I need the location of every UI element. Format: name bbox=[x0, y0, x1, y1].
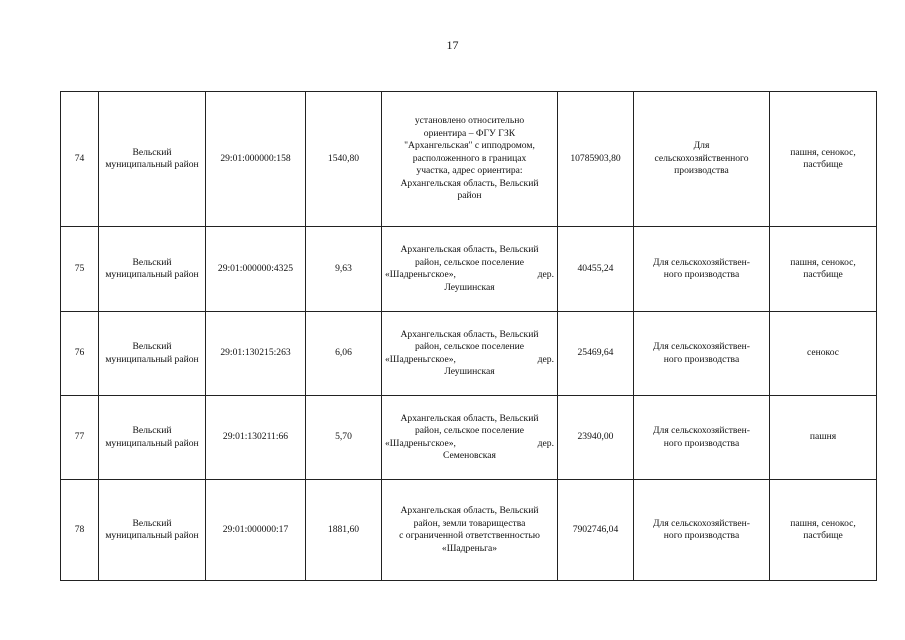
row-number: 76 bbox=[61, 312, 99, 396]
address-justified-line bbox=[385, 269, 554, 282]
address-line: район, сельское поселение bbox=[414, 256, 525, 268]
land-category-cell bbox=[634, 312, 770, 396]
area-cell: 5,70 bbox=[306, 396, 382, 480]
cadastral-number-cell: 29:01:000000:17 bbox=[206, 480, 306, 581]
page-number: 17 bbox=[446, 38, 459, 52]
address-village-abbrev: дер. bbox=[537, 353, 554, 365]
address-cell bbox=[382, 396, 558, 480]
address-line: Семеновская bbox=[443, 450, 496, 461]
category-line: Для сельскохозяйствен- bbox=[652, 517, 750, 529]
address-settlement: «Шадреньгское», bbox=[385, 353, 456, 365]
area-cell: 1881,60 bbox=[306, 480, 382, 581]
category-line: Для bbox=[693, 140, 710, 152]
address-line: Архангельская область, Вельский bbox=[400, 328, 539, 340]
table-row bbox=[61, 396, 877, 480]
address-line: участка, адрес ориентира: bbox=[416, 165, 523, 177]
row-number: 75 bbox=[61, 227, 99, 312]
address-line: район, сельское поселение bbox=[414, 341, 525, 352]
address-settlement: «Шадреньгское», bbox=[385, 437, 456, 449]
address-village-abbrev: дер. bbox=[537, 269, 554, 280]
table-row bbox=[61, 312, 877, 396]
address-line: район, сельское поселение bbox=[414, 425, 525, 436]
district-cell: Вельский муниципальный район bbox=[99, 227, 206, 312]
row-number: 78 bbox=[61, 480, 99, 581]
address-cell bbox=[382, 227, 558, 312]
table-row bbox=[61, 480, 877, 581]
row-number: 77 bbox=[61, 396, 99, 480]
land-category-cell bbox=[634, 480, 770, 581]
address-line: район, земли товарищества bbox=[413, 517, 526, 529]
address-cell bbox=[382, 312, 558, 396]
category-line: Для сельскохозяйствен- bbox=[652, 256, 750, 268]
cadastral-cost-cell: 23940,00 bbox=[558, 396, 634, 480]
category-line: ного производства bbox=[663, 353, 740, 365]
category-line: сельскохозяйственного bbox=[654, 152, 749, 164]
address-line: с ограниченной ответственностью bbox=[399, 530, 540, 541]
cadastral-cost-cell: 25469,64 bbox=[558, 312, 634, 396]
category-line: ного производства bbox=[663, 530, 740, 541]
district-cell: Вельский муниципальный район bbox=[99, 480, 206, 581]
land-category-cell bbox=[634, 396, 770, 480]
land-registry-table bbox=[60, 91, 877, 581]
cadastral-number-cell: 29:01:130211:66 bbox=[206, 396, 306, 480]
category-line: ного производства bbox=[663, 437, 740, 449]
address-line: район bbox=[457, 190, 482, 202]
address-village-abbrev: дер. bbox=[537, 437, 554, 449]
address-line: расположенного в границах bbox=[412, 152, 527, 164]
area-cell: 1540,80 bbox=[306, 92, 382, 227]
address-line: Архангельская область, Вельский bbox=[400, 244, 539, 255]
category-line: производства bbox=[674, 165, 729, 177]
cadastral-cost-cell: 40455,24 bbox=[558, 227, 634, 312]
category-line: Для сельскохозяйствен- bbox=[652, 425, 750, 436]
address-justified-line bbox=[385, 438, 554, 451]
address-justified-line bbox=[385, 354, 554, 367]
category-line: Для сельскохозяйствен- bbox=[652, 341, 750, 352]
table-row bbox=[61, 227, 877, 312]
table-row bbox=[61, 92, 877, 227]
address-settlement: «Шадреньгское», bbox=[385, 269, 456, 280]
land-use-cell: сенокос bbox=[770, 312, 877, 396]
land-use-cell: пашня, сенокос, пастбище bbox=[770, 480, 877, 581]
address-line: Леушинская bbox=[444, 366, 495, 377]
address-line: ориентира – ФГУ ГЗК bbox=[423, 127, 516, 139]
address-line: Леушинская bbox=[444, 281, 495, 293]
address-line: Архангельская область, Вельский bbox=[400, 412, 539, 424]
cadastral-number-cell: 29:01:130215:263 bbox=[206, 312, 306, 396]
area-cell: 9,63 bbox=[306, 227, 382, 312]
cadastral-cost-cell: 7902746,04 bbox=[558, 480, 634, 581]
address-line: «Шадреньга» bbox=[441, 542, 498, 554]
cadastral-number-cell: 29:01:000000:4325 bbox=[206, 227, 306, 312]
row-number: 74 bbox=[61, 92, 99, 227]
category-line: ного производства bbox=[663, 269, 740, 280]
land-use-cell: пашня, сенокос, пастбище bbox=[770, 92, 877, 227]
district-cell: Вельский муниципальный район bbox=[99, 312, 206, 396]
address-line: Архангельская область, Вельский bbox=[400, 177, 539, 189]
area-cell: 6,06 bbox=[306, 312, 382, 396]
district-cell: Вельский муниципальный район bbox=[99, 92, 206, 227]
land-use-cell: пашня bbox=[770, 396, 877, 480]
cadastral-cost-cell: 10785903,80 bbox=[558, 92, 634, 227]
address-cell bbox=[382, 480, 558, 581]
address-line: Архангельская область, Вельский bbox=[400, 505, 539, 516]
land-use-cell: пашня, сенокос, пастбище bbox=[770, 227, 877, 312]
land-category-cell bbox=[634, 92, 770, 227]
district-cell: Вельский муниципальный район bbox=[99, 396, 206, 480]
address-line: установлено относительно bbox=[414, 115, 525, 127]
address-line: "Архангельская" с ипподромом, bbox=[404, 140, 535, 152]
cadastral-number-cell: 29:01:000000:158 bbox=[206, 92, 306, 227]
land-category-cell bbox=[634, 227, 770, 312]
address-cell bbox=[382, 92, 558, 227]
